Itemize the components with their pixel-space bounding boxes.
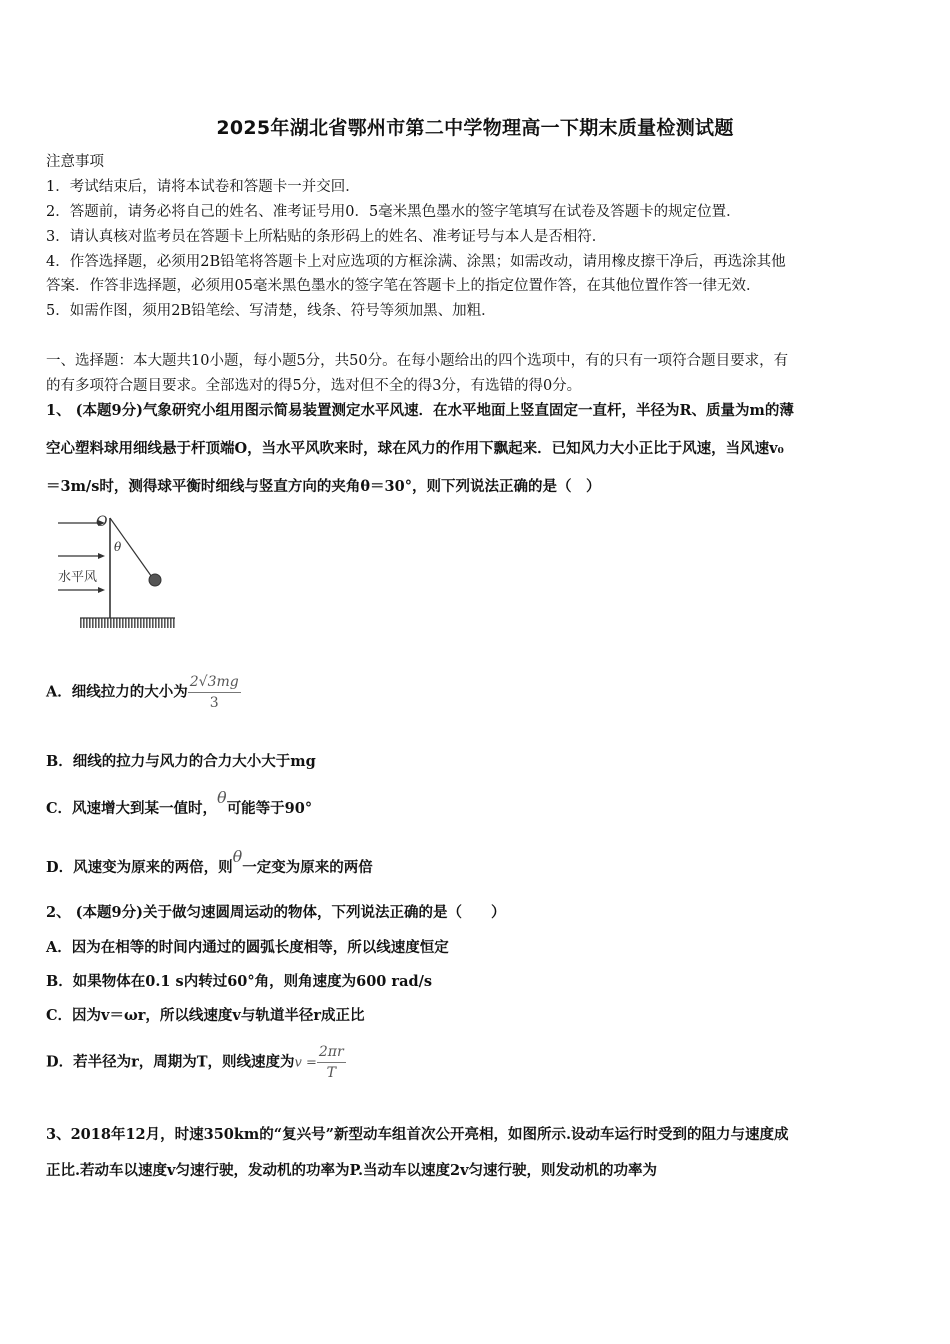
notice-heading: 注意事项: [46, 154, 104, 170]
question-1-option-c[interactable]: [46, 788, 313, 819]
question-1-stem: 1、 (本题9分)气象研究小组用图示简易装置测定水平风速．在水平地面上竖直固定一直杆，半径为R、质量为m的薄: [46, 402, 794, 419]
question-1-option-d[interactable]: [46, 847, 373, 878]
notice-item: 4．作答选择题，必须用2B铅笔将答题卡上对应选项的方框涂满、涂黑；如需改动，请用橡皮擦干净后，再选涂其他: [46, 254, 786, 270]
option-c-text-end: 可能等于90°: [226, 800, 313, 817]
option-d-text: D．若半径为r，周期为T，则线速度为: [46, 1053, 295, 1071]
theta-symbol: θ: [217, 788, 227, 807]
question-3-stem: 正比.若动车以速度v匀速行驶，发动机的功率为P.当动车以速度2v匀速行驶，则发动机的功率为: [46, 1162, 658, 1179]
wind-pendulum-figure: [50, 510, 185, 635]
question-2-option-d[interactable]: [46, 1042, 346, 1084]
option-a-fraction: [188, 672, 241, 713]
option-d-text: D．风速变为原来的两倍，则: [46, 859, 233, 876]
option-d-fraction: [317, 1042, 346, 1083]
fraction-numerator: 2πr: [317, 1042, 346, 1063]
wind-arrow-head: [98, 553, 105, 559]
angle-label: θ: [114, 540, 122, 554]
wind-label: 水平风: [58, 570, 98, 585]
theta-symbol: θ: [232, 847, 243, 866]
notice-item: 2．答题前，请务必将自己的姓名、准考证号用0．5毫米黑色墨水的签字笔填写在试卷及答题卡的规定位置．: [46, 204, 741, 220]
fraction-denominator: T: [326, 1065, 336, 1081]
option-c-text: C．风速增大到某一值时，: [46, 800, 218, 817]
ground: [80, 618, 175, 628]
wind-arrow-head: [98, 587, 105, 593]
section-instructions: 一、选择题：本大题共10小题，每小题5分，共50分。在每小题给出的四个选项中，有的只有一项符合题目要求，有: [46, 353, 789, 369]
question-1-option-a[interactable]: [46, 672, 241, 713]
notice-item: 答案．作答非选择题，必须用05毫米黑色墨水的签字笔在答题卡上的指定位置作答，在其他位置作答一律无效．: [46, 278, 761, 294]
question-2-option-b[interactable]: B．如果物体在0.1 s内转过60°角，则角速度为600 rad/s: [46, 973, 433, 990]
question-1-option-b[interactable]: B．细线的拉力与风力的合力大小大于mg: [46, 753, 316, 770]
question-1-stem: ＝3m/s时，测得球平衡时细线与竖直方向的夹角θ＝30°，则下列说法正确的是（ ）: [46, 478, 601, 495]
notice-item: 5．如需作图，须用2B铅笔绘、写清楚，线条、符号等须加黑、加粗．: [46, 303, 496, 319]
plastic-ball: [149, 574, 161, 586]
notice-item: 1．考试结束后，请将本试卷和答题卡一并交回．: [46, 179, 360, 195]
fraction-numerator: 2√3mg: [188, 672, 241, 693]
question-2-option-c[interactable]: C．因为v＝ωr，所以线速度v与轨道半径r成正比: [46, 1007, 365, 1024]
fraction-denominator: 3: [209, 695, 219, 711]
section-instructions: 的有多项符合题目要求。全部选对的得5分，选对但不全的得3分，有选错的得0分。: [46, 378, 582, 394]
question-2-stem: 2、 (本题9分)关于做匀速圆周运动的物体，下列说法正确的是（ ）: [46, 904, 506, 921]
option-d-text-end: 一定变为原来的两倍: [242, 859, 373, 876]
notice-item: 3．请认真核对监考员在答题卡上所粘贴的条形码上的姓名、准考证号与本人是否相符．: [46, 229, 607, 245]
formula-lhs: v =: [294, 1055, 317, 1071]
pivot-label: O: [96, 514, 108, 530]
question-2-option-a[interactable]: A．因为在相等的时间内通过的圆弧长度相等，所以线速度恒定: [46, 939, 449, 956]
page-title: 2025年湖北省鄂州市第二中学物理高一下期末质量检测试题: [216, 117, 734, 139]
question-3-stem: 3、2018年12月，时速350km的“复兴号”新型动车组首次公开亮相，如图所示.设动车运行时受到的阻力与速度成: [46, 1126, 789, 1143]
option-a-text: A．细线拉力的大小为: [46, 683, 188, 701]
question-1-stem: 空心塑料球用细线悬于杆顶端O，当水平风吹来时，球在风力的作用下飘起来．已知风力大小正比于风速，当风速v₀: [46, 440, 784, 457]
